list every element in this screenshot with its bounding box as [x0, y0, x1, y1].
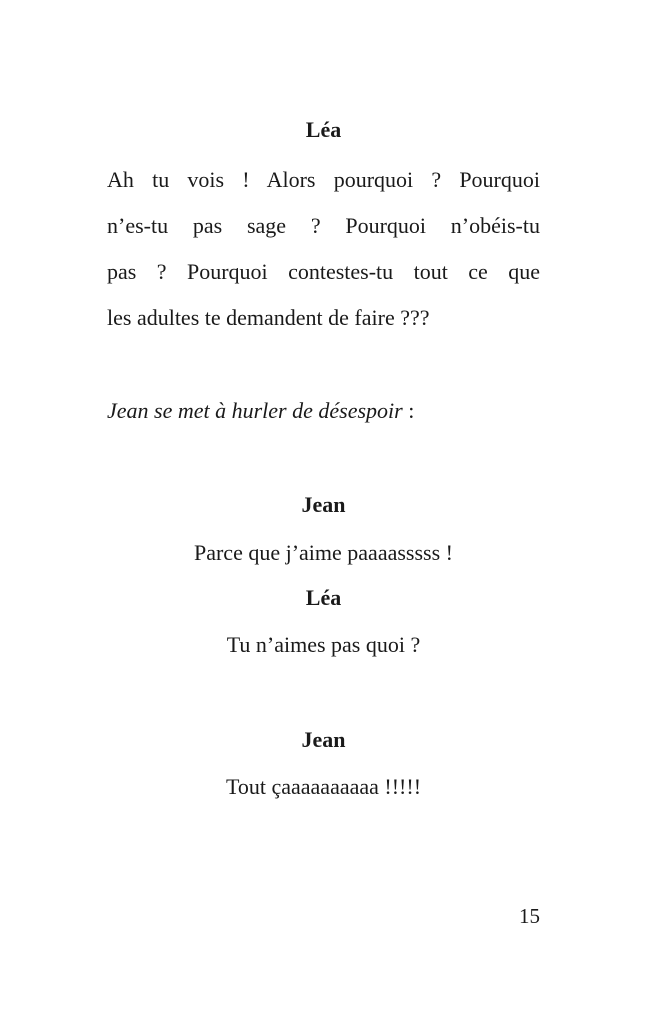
dialogue-line: n’es-tu pas sage ? Pourquoi n’obéis-tu — [107, 213, 540, 238]
stage-direction-text: Jean se met à hurler de désespoir — [107, 398, 403, 423]
dialogue-line: Ah tu vois ! Alors pourquoi ? Pourquoi — [107, 167, 540, 192]
dialogue-line: Tout çaaaaaaaaaa !!!!! — [225, 774, 422, 799]
page-number: 15 — [519, 904, 540, 928]
dialogue-line: pas ? Pourquoi contestes-tu tout ce que — [107, 259, 540, 284]
speaker-name: Léa — [305, 585, 342, 610]
dialogue-line: Tu n’aimes pas quoi ? — [226, 632, 421, 657]
speaker-name: Léa — [305, 117, 342, 142]
stage-direction — [107, 397, 540, 425]
dialogue-line: Parce que j’aime paaaasssss ! — [193, 540, 453, 565]
speaker-name: Jean — [301, 492, 346, 517]
dialogue-line: les adultes te demandent de faire ??? — [107, 305, 430, 330]
speaker-name: Jean — [301, 727, 346, 752]
stage-direction-colon: : — [402, 398, 415, 423]
